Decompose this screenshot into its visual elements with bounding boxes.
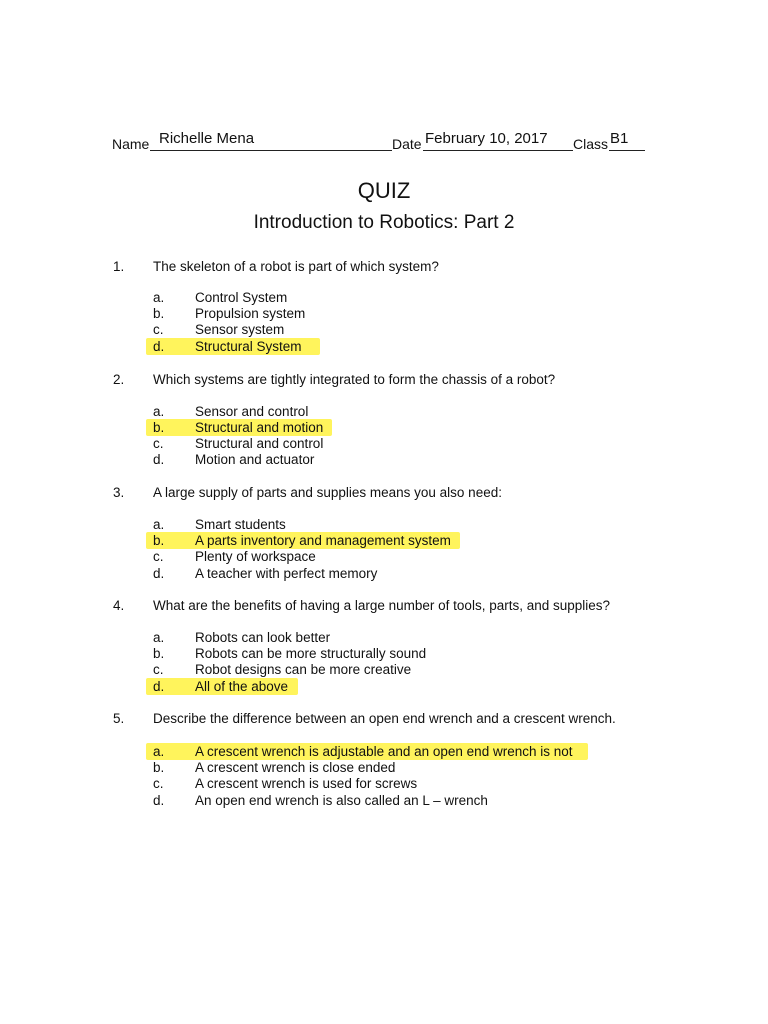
option-text: Sensor system (195, 322, 285, 337)
option-text: A teacher with perfect memory (195, 566, 378, 581)
option-text: Structural System (195, 339, 302, 354)
option-text: Robot designs can be more creative (195, 662, 412, 677)
name-field[interactable]: Richelle Mena (159, 130, 255, 147)
date-field[interactable]: February 10, 2017 (425, 130, 548, 147)
option-text: Motion and actuator (195, 452, 315, 467)
option-text: A crescent wrench is adjustable and an open end wrench is not (195, 744, 573, 759)
page-subtitle: Introduction to Robotics: Part 2 (253, 212, 515, 233)
option-5c[interactable] (0, 776, 768, 792)
option-5d[interactable] (0, 793, 768, 809)
option-text: Structural and control (195, 436, 324, 451)
option-text: Robots can look better (195, 630, 331, 645)
question-number: 4. (113, 598, 125, 613)
option-3c[interactable] (0, 549, 768, 565)
option-letter: d. (153, 793, 165, 808)
option-letter: c. (153, 436, 164, 451)
option-letter: b. (153, 306, 165, 321)
option-1b[interactable] (0, 306, 768, 322)
option-2c[interactable] (0, 436, 768, 452)
option-text: Plenty of workspace (195, 549, 316, 564)
question-text: Which systems are tightly integrated to form the chassis of a robot? (153, 372, 556, 387)
option-3b[interactable] (0, 533, 768, 549)
option-letter: a. (153, 744, 165, 759)
option-letter: d. (153, 566, 165, 581)
option-text: A parts inventory and management system (195, 533, 451, 548)
option-1a[interactable] (0, 290, 768, 306)
option-letter: c. (153, 776, 164, 791)
class-field[interactable]: B1 (610, 130, 629, 147)
option-letter: d. (153, 452, 165, 467)
option-letter: a. (153, 404, 165, 419)
option-text: Propulsion system (195, 306, 306, 321)
name-underline (150, 150, 392, 151)
option-3a[interactable] (0, 517, 768, 533)
option-2a[interactable] (0, 404, 768, 420)
option-text: All of the above (195, 679, 289, 694)
question-number: 3. (113, 485, 125, 500)
option-letter: b. (153, 420, 165, 435)
option-letter: d. (153, 679, 165, 694)
option-4a[interactable] (0, 630, 768, 646)
option-text: A crescent wrench is used for screws (195, 776, 418, 791)
option-letter: a. (153, 290, 165, 305)
option-3d[interactable] (0, 566, 768, 582)
option-letter: c. (153, 549, 164, 564)
question-number: 1. (113, 259, 125, 274)
option-4b[interactable] (0, 646, 768, 662)
student-info-header (0, 130, 768, 154)
option-text: Robots can be more structurally sound (195, 646, 427, 661)
option-letter: c. (153, 322, 164, 337)
option-4c[interactable] (0, 662, 768, 678)
option-4d[interactable] (0, 679, 768, 695)
option-letter: b. (153, 760, 165, 775)
option-text: Sensor and control (195, 404, 309, 419)
option-letter: b. (153, 646, 165, 661)
option-letter: b. (153, 533, 165, 548)
date-label: Date (392, 136, 422, 152)
option-5b[interactable] (0, 760, 768, 776)
question-text: A large supply of parts and supplies means you also need: (153, 485, 502, 500)
question-text: The skeleton of a robot is part of which system? (153, 259, 439, 274)
option-2d[interactable] (0, 452, 768, 468)
option-letter: a. (153, 517, 165, 532)
date-underline (423, 150, 573, 151)
option-text: Control System (195, 290, 288, 305)
question-text: What are the benefits of having a large number of tools, parts, and supplies? (153, 598, 611, 613)
page-title: QUIZ (357, 178, 411, 203)
option-letter: c. (153, 662, 164, 677)
option-text: Structural and motion (195, 420, 324, 435)
class-underline (609, 150, 645, 151)
option-letter: d. (153, 339, 165, 354)
option-5a[interactable] (0, 744, 768, 760)
question-number: 2. (113, 372, 125, 387)
option-1c[interactable] (0, 322, 768, 338)
name-label: Name (112, 136, 150, 152)
question-number: 5. (113, 711, 125, 726)
option-text: Smart students (195, 517, 286, 532)
option-1d[interactable] (0, 339, 768, 355)
class-label: Class (573, 136, 609, 152)
option-text: An open end wrench is also called an L – wrench (195, 793, 488, 808)
option-text: A crescent wrench is close ended (195, 760, 396, 775)
option-letter: a. (153, 630, 165, 645)
option-2b[interactable] (0, 420, 768, 436)
question-text: Describe the difference between an open end wrench and a crescent wrench. (153, 711, 616, 726)
